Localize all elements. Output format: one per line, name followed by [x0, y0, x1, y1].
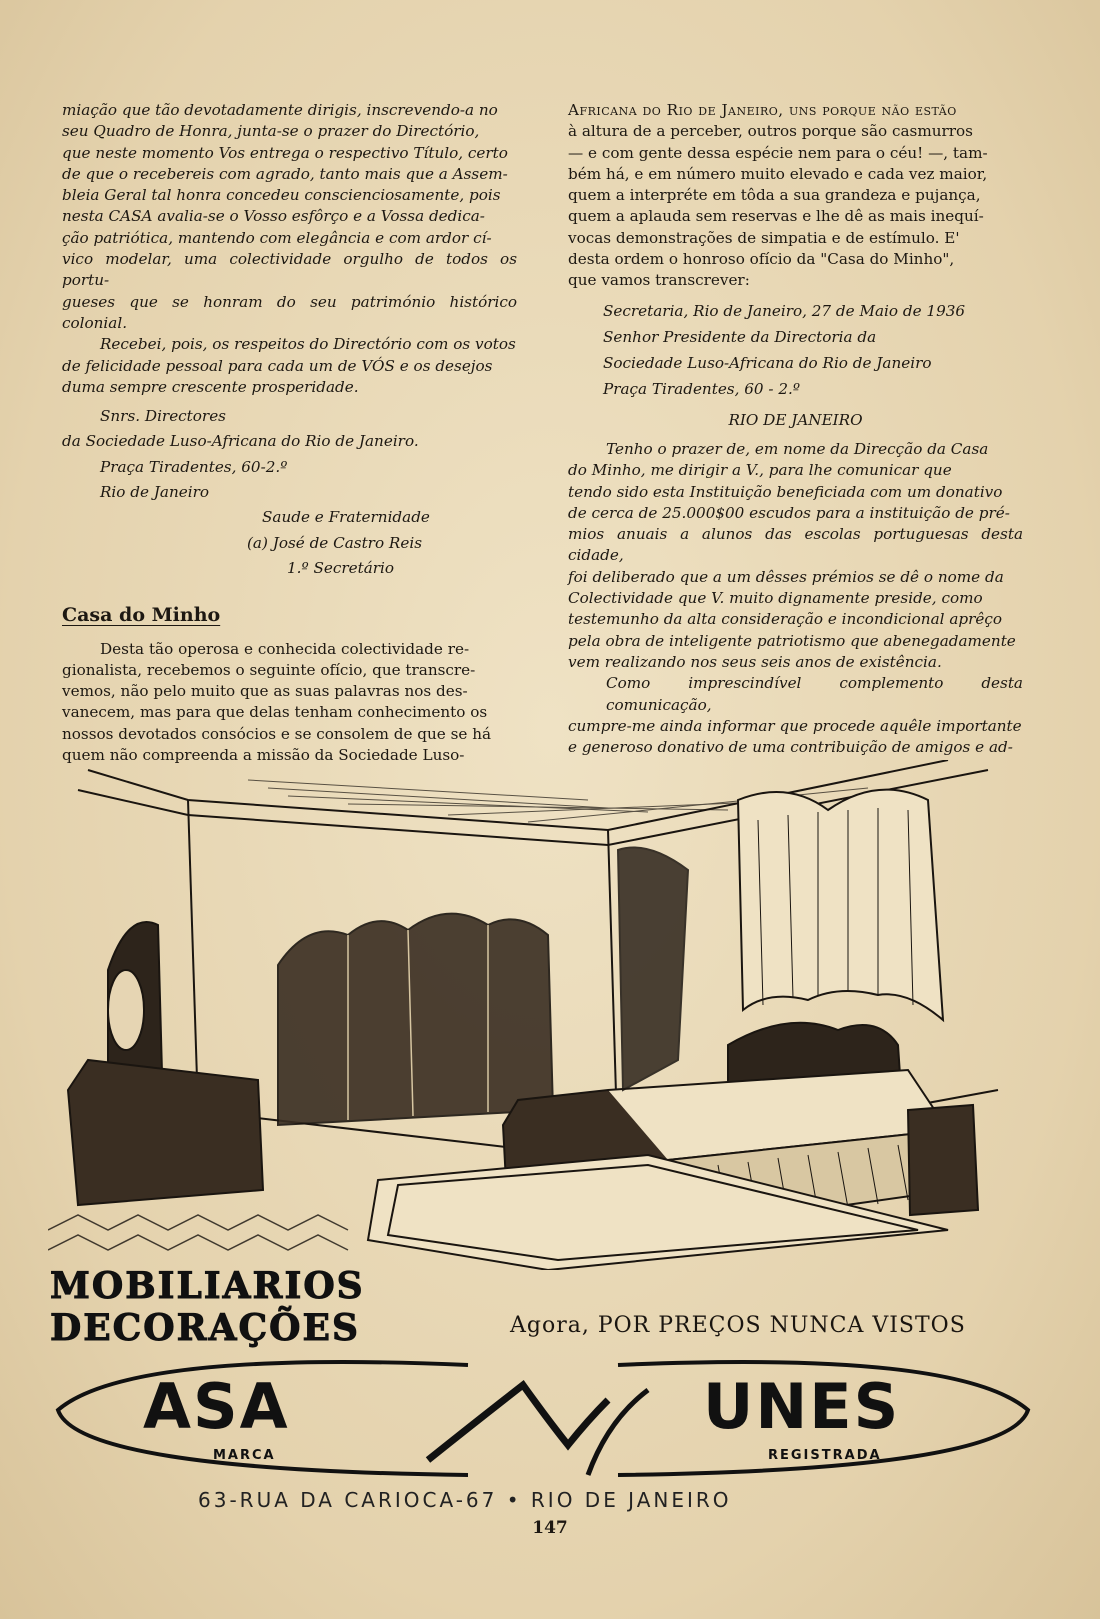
text-line: tendo sido esta Instituição beneficiada com um donativo: [568, 482, 1003, 501]
furniture-advertisement: [48, 760, 1038, 1520]
text-line: duma sempre crescente prosperidade.: [62, 377, 359, 396]
signoff-line: (a) José de Castro Reis: [247, 533, 422, 552]
left-column: [62, 100, 517, 766]
section-title: Casa do Minho: [62, 604, 221, 627]
addressee-line: Praça Tiradentes, 60-2.º: [100, 457, 288, 476]
city-heading: RIO DE JANEIRO: [728, 410, 863, 429]
text-line: bleia Geral tal honra concedeu conscienciosamente, pois: [62, 186, 501, 205]
letter-body: [568, 439, 1023, 758]
text-line: mios anuais a alunos das escolas portuguesas desta cidade,: [568, 525, 1023, 565]
section-body: [62, 639, 517, 767]
text-line: de cerca de 25.000$00 escudos para a instituição de pré-: [568, 503, 1010, 522]
page-number: 147: [532, 1518, 568, 1538]
text-line: do Minho, me dirigir a V., para lhe comunicar que: [568, 461, 952, 480]
brand-name-right: UNES: [703, 1370, 901, 1443]
addressee-line: da Sociedade Luso-Africana do Rio de Janeiro.: [62, 432, 419, 451]
text-line: vocas demonstrações de simpatia e de estímulo. E': [568, 228, 960, 247]
letter-header-line: Sociedade Luso-Africana do Rio de Janeiro: [603, 353, 932, 372]
text-line: que neste momento Vos entrega o respectivo Título, certo: [62, 143, 508, 162]
signoff-line: Saude e Fraternidade: [262, 508, 430, 527]
letter-header-line: Senhor Presidente da Directoria da: [603, 327, 877, 346]
text-line: quem a aplauda sem reservas e lhe dê as mais inequí-: [568, 207, 984, 226]
text-line: Recebei, pois, os respeitos do Directório com os votos: [100, 335, 516, 354]
left-intro: [62, 100, 517, 579]
text-line: quem não compreenda a missão da Sociedade Luso-: [62, 746, 465, 765]
text-line: cumpre-me ainda informar que procede aquêle importante: [568, 716, 1022, 735]
addressee-line: Snrs. Directores: [100, 407, 226, 426]
ad-heading-furniture: MOBILIARIOS: [50, 1265, 365, 1307]
text-line: bém há, e em número muito elevado e cada vez maior,: [568, 164, 988, 183]
ad-tagline: Agora, POR PREÇOS NUNCA VISTOS: [510, 1313, 966, 1338]
brand-label-marca: MARCA: [213, 1448, 276, 1463]
text-line: Africana do Rio de Janeiro, uns porque não estão: [568, 101, 957, 119]
text-line: ção patriótica, mantendo com elegância e com ardor cí-: [62, 228, 492, 247]
text-line: vico modelar, uma colectividade orgulho de todos os portu-: [62, 250, 517, 290]
brand-name-left: ASA: [143, 1370, 290, 1443]
text-line: foi deliberado que a um dêsses prémios se dê o nome da: [568, 567, 1004, 586]
text-line: miação que tão devotadamente dirigis, inscrevendo-a no: [62, 101, 498, 119]
text-line: desta ordem o honroso ofício da "Casa do Minho",: [568, 250, 955, 269]
text-line: à altura de a perceber, outros porque são casmurros: [568, 122, 973, 141]
bedroom-illustration: [48, 760, 1038, 1270]
text-line: testemunho da alta consideração e incondicional aprêço: [568, 610, 1003, 629]
text-line: pela obra de inteligente patriotismo que abenegadamente: [568, 631, 1016, 650]
text-line: gionalista, recebemos o seguinte ofício, que transcre-: [62, 660, 476, 679]
addressee-line: Rio de Janeiro: [100, 483, 209, 502]
text-line: quem a interpréte em tôda a sua grandeza e pujança,: [568, 186, 981, 205]
text-line: nossos devotados consócios e se consolem de que se há: [62, 724, 492, 743]
text-line: vanecem, mas para que delas tenham conhecimento os: [62, 703, 488, 722]
brand-label-registrada: REGISTRADA: [768, 1448, 882, 1463]
right-intro: [568, 100, 1023, 292]
text-line: gueses que se honram do seu património histórico colonial.: [62, 292, 517, 332]
text-line: — e com gente dessa espécie nem para o céu! —, tam-: [568, 143, 988, 162]
text-line: de felicidade pessoal para cada um de VÓS e os desejos: [62, 356, 493, 375]
letter-header-line: Praça Tiradentes, 60 - 2.º: [603, 379, 800, 398]
signoff-line: 1.º Secretário: [287, 558, 395, 577]
text-line: e generoso donativo de uma contribuição de amigos e ad-: [568, 738, 1013, 757]
text-line: Colectividade que V. muito dignamente preside, como: [568, 589, 983, 608]
text-line: Tenho o prazer de, em nome da Direcção da Casa: [606, 439, 989, 458]
text-line: Desta tão operosa e conhecida colectividade re-: [100, 639, 470, 658]
ad-address: 63-RUA DA CARIOCA-67 • RIO DE JANEIRO: [198, 1488, 732, 1512]
ad-heading-decorations: DECORAÇÕES: [50, 1307, 360, 1349]
text-line: de que o recebereis com agrado, tanto mais que a Assem-: [62, 164, 508, 183]
right-column: [568, 100, 1023, 758]
letter-header-line: Secretaria, Rio de Janeiro, 27 de Maio de 1936: [603, 301, 966, 320]
text-line: vemos, não pelo muito que as suas palavras nos des-: [62, 682, 468, 701]
letter-header: [568, 298, 1023, 402]
text-line: seu Quadro de Honra, junta-se o prazer do Directório,: [62, 122, 480, 141]
text-line: que vamos transcrever:: [568, 271, 750, 290]
text-line: Como imprescindível complemento desta comunicação,: [606, 674, 1023, 714]
text-line: vem realizando nos seus seis anos de existência.: [568, 652, 942, 671]
text-line: nesta CASA avalia-se o Vosso esfôrço e a Vossa dedica-: [62, 207, 485, 226]
